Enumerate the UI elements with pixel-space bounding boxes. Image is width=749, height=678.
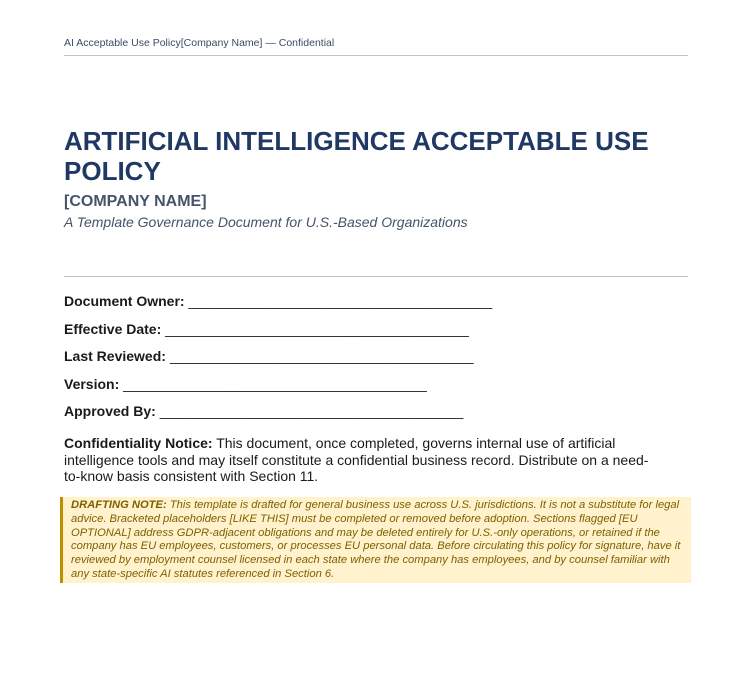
section-divider [64,276,688,277]
company-name-placeholder: [COMPANY NAME] [64,193,207,210]
field-blank: _______________________________________ [169,348,474,364]
field-label: Effective Date: [64,321,162,337]
field-blank: _______________________________________ [188,293,493,309]
field-version [64,376,427,392]
field-label: Version: [64,376,120,392]
field-blank: _______________________________________ [159,403,464,419]
document-title: ARTIFICIAL INTELLIGENCE ACCEPTABLE USE POLICY [64,126,649,186]
drafting-note-label: DRAFTING NOTE: [71,499,167,511]
field-blank: _______________________________________ [165,321,469,337]
field-document-owner [64,293,492,309]
running-header: AI Acceptable Use Policy[Company Name] — Confidential [64,37,688,56]
field-blank: _______________________________________ [123,376,427,392]
field-approved-by [64,403,463,419]
drafting-note-text: This template is drafted for general business use across U.S. jurisdictions. It is not a substitute for legal advice. Bracketed placeholders [LIKE THIS] must be completed or removed before adoption. Sections flagged [EU OPTIONAL] address GDPR-adjacent obligations and may be deleted entirely for U.S.-only operations, or retained if the company has EU employees, customers, or processes EU personal data. Before circulating this policy for signature, have it reviewed by employment counsel licensed in each state where the company has employees, and by counsel familiar with any state-specific AI statutes referenced in Section 6. [71,499,681,580]
drafting-note-callout [60,497,691,583]
field-label: Document Owner: [64,293,185,309]
confidentiality-notice [64,435,664,485]
confidentiality-label: Confidentiality Notice: [64,435,213,451]
field-label: Last Reviewed: [64,348,166,364]
field-label: Approved By: [64,403,156,419]
document-subtitle: A Template Governance Document for U.S.-Based Organizations [64,214,468,230]
confidentiality-text: This document, once completed, governs internal use of artificial intelligence tools and may itself constitute a confidential business record. Distribute on a need-to-know basis consistent with Section 11. [64,435,649,484]
field-last-reviewed [64,348,474,364]
field-effective-date [64,321,469,337]
